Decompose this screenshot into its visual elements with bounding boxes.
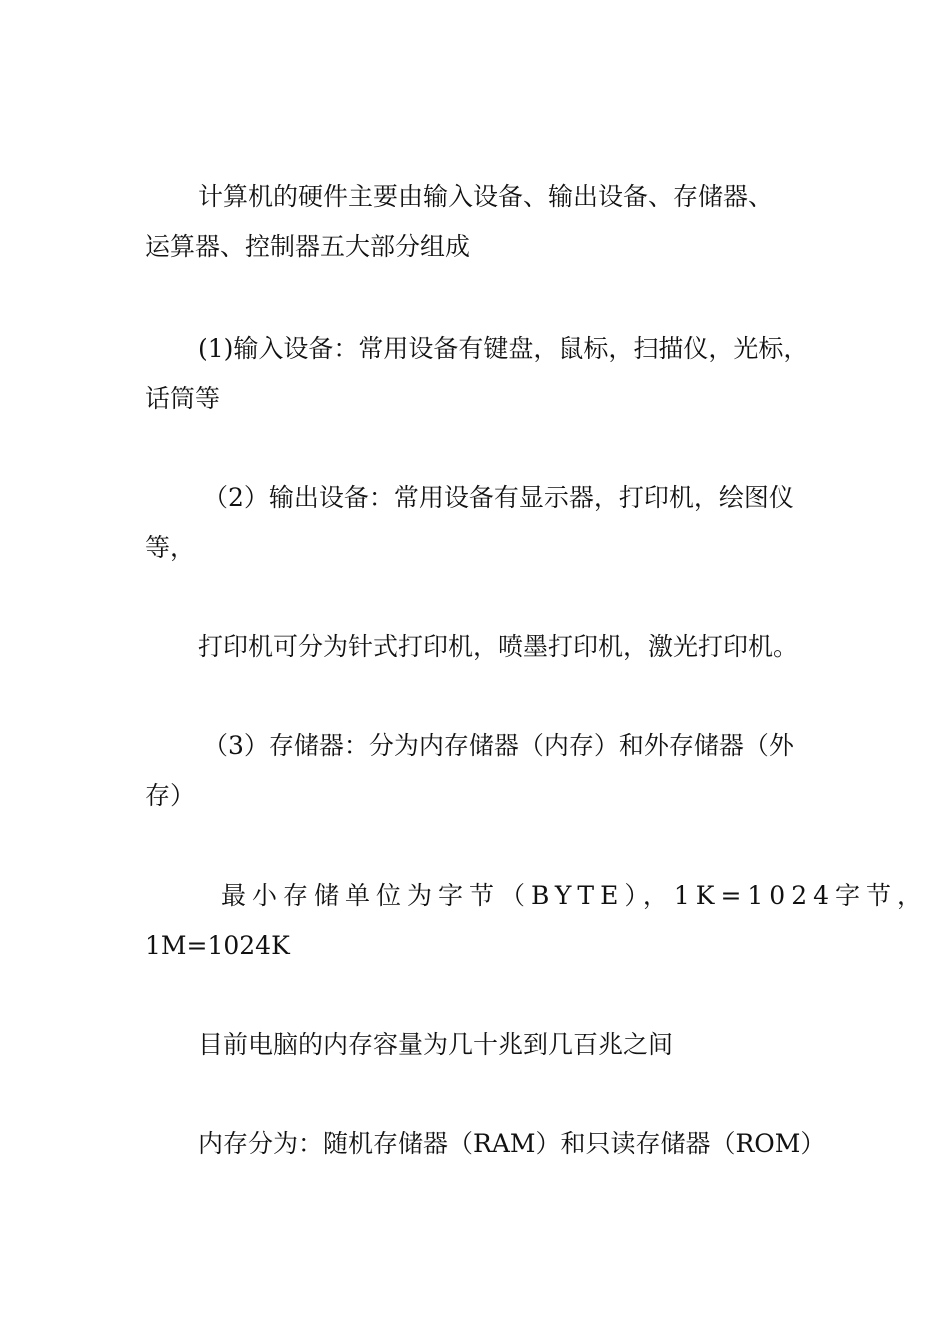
text-line: 最小存储单位为字节（BYTE），1K=1024字节，	[221, 881, 929, 910]
text-line: 存）	[145, 781, 196, 810]
text-line: 运算器、控制器五大部分组成	[145, 232, 471, 261]
text-line: 目前电脑的内存容量为几十兆到几百兆之间	[198, 1030, 674, 1059]
text-line: 打印机可分为针式打印机，喷墨打印机，激光打印机。	[198, 632, 799, 661]
paragraph-output-devices	[145, 473, 825, 573]
paragraph-printer-types	[145, 622, 825, 672]
paragraph-input-devices	[145, 324, 825, 424]
text-line: 1M=1024K	[145, 931, 290, 960]
text-line: (1)输入设备：常用设备有键盘，鼠标，扫描仪，光标，	[198, 334, 809, 363]
paragraph-storage	[145, 721, 825, 821]
paragraph-storage-units	[145, 871, 929, 971]
text-line: 话筒等	[145, 384, 221, 413]
paragraph-memory-types	[145, 1119, 825, 1169]
paragraph-hardware-overview	[145, 172, 825, 272]
text-line: （2）输出设备：常用设备有显示器，打印机，绘图仪	[203, 483, 794, 512]
text-line: 等，	[145, 533, 196, 562]
text-line: （3）存储器：分为内存储器（内存）和外存储器（外	[203, 731, 794, 760]
text-line: 计算机的硬件主要由输入设备、输出设备、存储器、	[198, 182, 774, 211]
paragraph-memory-capacity	[145, 1020, 825, 1070]
text-line: 内存分为：随机存储器（RAM）和只读存储器（ROM）	[198, 1129, 826, 1158]
